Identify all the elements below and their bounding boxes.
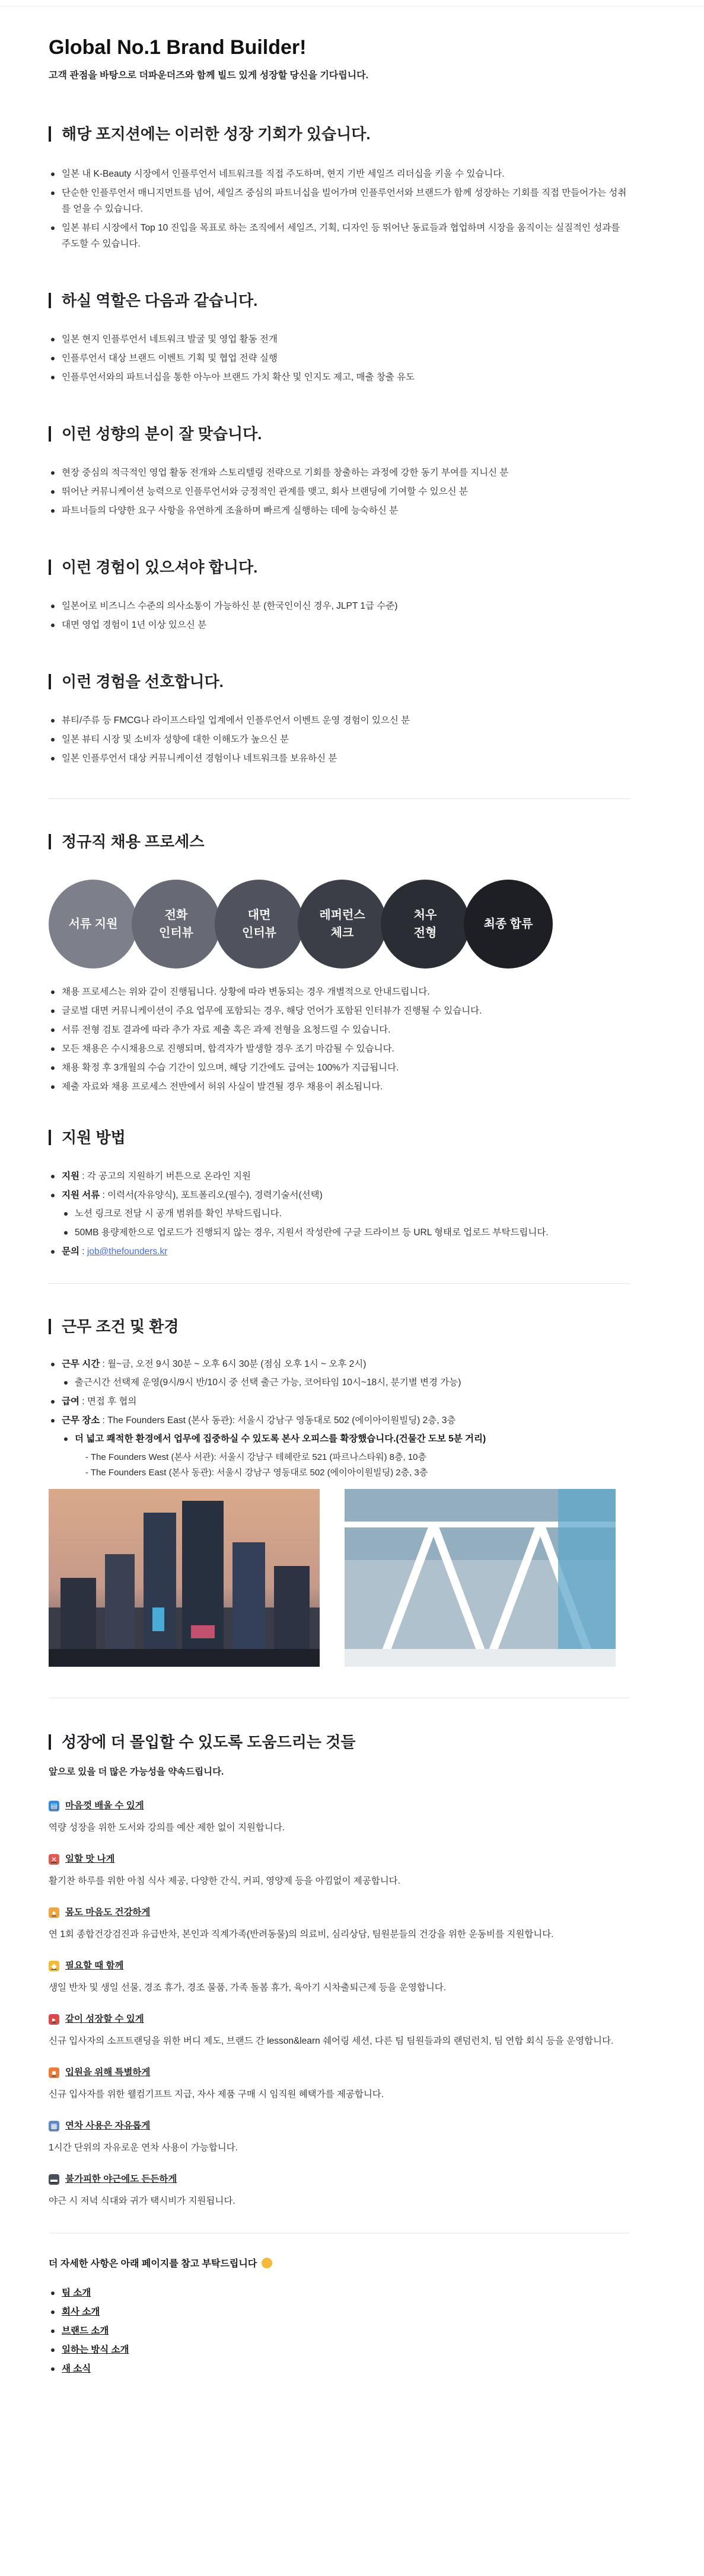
sub-list <box>62 1431 630 1447</box>
step-circle: 서류 지원 <box>49 880 138 969</box>
section-heading: 지원 방법 <box>49 1128 630 1147</box>
section-heading: 성장에 더 몰입할 수 있도록 도움드리는 것들 <box>49 1733 630 1752</box>
sub-item: 더 넓고 쾌적한 환경에서 업무에 집중하실 수 있도록 본사 오피스를 확장했습니다.(건물간 도보 5분 거리) <box>62 1431 630 1447</box>
fit-section <box>49 424 630 519</box>
section-heading: 해당 포지션에는 이러한 성장 기회가 있습니다. <box>49 124 630 143</box>
preferred-section <box>49 672 630 766</box>
job-posting <box>49 36 630 2380</box>
fork-icon: ✕ <box>49 1854 59 1865</box>
more-section <box>49 2256 630 2377</box>
step-circle: 전화 인터뷰 <box>132 880 221 969</box>
taxi-icon: ▬ <box>49 2174 59 2185</box>
list-item <box>49 2342 630 2358</box>
benefits-intro: 앞으로 있을 더 많은 가능성을 약속드립니다. <box>49 1767 224 1777</box>
list-item: 일본 인플루언서 대상 커뮤니케이션 경험이나 네트워크를 보유하신 분 <box>49 750 630 766</box>
benefit-item: ▬ 불가피한 야근에도 든든하게 야근 시 저녁 식대와 귀가 택시비가 지원됩니다. <box>49 2174 235 2206</box>
smile-icon <box>262 2258 272 2268</box>
list-item: 모든 채용은 수시채용으로 진행되며, 합격자가 발생할 경우 조기 마감될 수 있습니다. <box>49 1041 630 1057</box>
section-heading: 이런 경험이 있으셔야 합니다. <box>49 558 630 577</box>
list-item: 문의 : job@thefounders.kr <box>49 1244 630 1260</box>
list-item: 지원 : 각 공고의 지원하기 버튼으로 온라인 지원 <box>49 1168 630 1184</box>
more-links <box>49 2285 630 2377</box>
benefits-section <box>49 1733 630 2209</box>
divider <box>49 1283 630 1284</box>
workstyle-link[interactable]: 일하는 방식 소개 <box>62 2345 129 2355</box>
list-item: 단순한 인플루언서 매니지먼트를 넘어, 세일즈 중심의 파트너십을 빌어가며 인플루언서와 브랜드가 함께 성장하는 기회를 직접 만들어가는 성취를 얻을 수 있습니다. <box>49 185 630 217</box>
page-subtitle: 고객 관점을 바탕으로 더파운더즈와 함께 빌드 있게 성장할 당신을 기다립니다. <box>49 71 369 81</box>
list-item: 근무 장소 : The Founders East (본사 동관): 서울시 강남구 영동대로 502 (에이아이원빌딩) 2층, 3층 더 넓고 쾌적한 환경에서 업무에 집중하실 수 있도록 본사 오피스를 확장했습니다.(건물간 도보 5분 거리) - The Founders West (본사 서관): 서울시 강남구 테헤란로 521 (파르나스타워) 8층, 10층 - The Founders East (본사 동관): 서울시 강남구 영동대로 502 (에이아이원빌딩) 2층, 3층 <box>49 1412 630 1481</box>
step-circle: 처우 전형 <box>381 880 470 969</box>
handshake-icon: ◆ <box>49 1961 59 1971</box>
sub-item: 노션 링크로 전달 시 공개 범위를 확인 부탁드립니다. <box>62 1206 630 1222</box>
news-link[interactable]: 새 소식 <box>62 2364 91 2374</box>
preferred-list <box>49 712 630 766</box>
list-item <box>49 2361 630 2377</box>
list-item: 일본 현지 인플루언서 네트워크 발굴 및 영업 활동 전개 <box>49 331 630 347</box>
list-item: 뛰어난 커뮤니케이션 능력으로 인플루언서와 긍정적인 관계를 맺고, 회사 브랜딩에 기여할 수 있으신 분 <box>49 484 630 500</box>
brand-link[interactable]: 브랜드 소개 <box>62 2326 109 2336</box>
books-icon: ▤ <box>49 1801 59 1811</box>
top-border <box>0 0 704 7</box>
sub-item: 50MB 용량제한으로 업로드가 진행되지 않는 경우, 지원서 작성란에 구글 드라이브 등 URL 형태로 업로드 부탁드립니다. <box>62 1225 630 1241</box>
benefit-item: ● 몸도 마음도 건강하게 연 1회 종합건강검진과 유급반차, 본인과 직계가족(반려동물)의 의료비, 심리상담, 팀원분들의 건강을 위한 운동비를 지원합니다. <box>49 1907 554 1939</box>
list-item: 채용 프로세스는 위와 같이 진행됩니다. 상황에 따라 변동되는 경우 개별적으로 안내드립니다. <box>49 984 630 1000</box>
process-steps <box>49 880 630 969</box>
office-east: - The Founders East (본사 동관): 서울시 강남구 영동대로 502 (에이아이원빌딩) 2층, 3층 <box>85 1468 428 1478</box>
roles-list <box>49 331 630 385</box>
more-title: 더 자세한 사항은 아래 페이지를 참고 부탁드립니다 <box>49 2256 630 2270</box>
benefit-item: ✕ 일할 맛 나게 활기찬 하루를 위한 아침 식사 제공, 다양한 간식, 커피, 영양제 등을 아낌없이 제공합니다. <box>49 1854 400 1886</box>
list-item: 서류 전형 검토 결과에 따라 추가 자료 제출 혹은 과제 전형을 요청드릴 수 있습니다. <box>49 1022 630 1038</box>
list-item: 파트너들의 다양한 요구 사항을 유연하게 조율하며 빠르게 실행하는 데에 능숙하신 분 <box>49 503 630 519</box>
list-item <box>49 2304 630 2320</box>
list-item: 급여 : 면접 후 협의 <box>49 1394 630 1410</box>
flag-icon: ▸ <box>49 2014 59 2025</box>
required-section <box>49 558 630 633</box>
sub-list <box>62 1206 630 1241</box>
list-item: 제출 자료와 채용 프로세스 전반에서 허위 사실이 발견될 경우 채용이 취소됩니다. <box>49 1079 630 1095</box>
list-item: 대면 영업 경험이 1년 이상 있으신 분 <box>49 617 630 633</box>
fit-list <box>49 465 630 519</box>
office-west: - The Founders West (본사 서관): 서울시 강남구 테헤란로 521 (파르나스타워) 8층, 10층 <box>85 1452 426 1462</box>
list-item: 일본 뷰티 시장 및 소비자 성향에 대한 이해도가 높으신 분 <box>49 731 630 747</box>
list-item <box>49 2323 630 2339</box>
list-item <box>49 2285 630 2301</box>
sub-item: 출근시간 선택제 운영(9시/9시 반/10시 중 선택 출근 가능, 코어타임 10시~18시, 분기별 변경 가능) <box>62 1375 630 1391</box>
section-heading: 근무 조건 및 환경 <box>49 1317 630 1336</box>
growth-section <box>49 124 630 252</box>
section-heading: 이런 경험을 선호합니다. <box>49 672 630 691</box>
list-item: 채용 확정 후 3개월의 수습 기간이 있으며, 해당 기간에도 급여는 100%가 지급됩니다. <box>49 1060 630 1076</box>
process-notes <box>49 984 630 1095</box>
step-circle: 대면 인터뷰 <box>215 880 304 969</box>
office-photo-west <box>49 1489 320 1667</box>
list-item: 일본 뷰티 시장에서 Top 10 진입을 목표로 하는 조직에서 세일즈, 기획, 디자인 등 뛰어난 동료들과 협업하며 시장을 움직이는 실질적인 성과를 주도할 수 있습니다. <box>49 220 630 252</box>
process-section <box>49 832 630 1095</box>
muscle-icon: ● <box>49 1907 59 1918</box>
list-item: 글로벌 대면 커뮤니케이션이 주요 업무에 포함되는 경우, 해당 언어가 포함된 인터뷰가 진행될 수 있습니다. <box>49 1003 630 1019</box>
required-list <box>49 598 630 633</box>
office-photos <box>49 1489 630 1667</box>
company-link[interactable]: 회사 소개 <box>62 2307 100 2317</box>
page-title: Global No.1 Brand Builder! <box>49 36 307 59</box>
team-link[interactable]: 팀 소개 <box>62 2288 91 2298</box>
benefit-item: ▦ 연차 사용은 자유롭게 1시간 단위의 자유로운 연차 사용이 가능합니다. <box>49 2121 238 2153</box>
benefit-item: ▤ 마음껏 배울 수 있게 역량 성장을 위한 도서와 강의를 예산 제한 없이 지원합니다. <box>49 1801 285 1833</box>
apply-list <box>49 1168 630 1260</box>
list-item: 인플루언서 대상 브랜드 이벤트 기획 및 협업 전략 실행 <box>49 350 630 366</box>
list-item: 근무 시간 : 월~금, 오전 9시 30분 ~ 오후 6시 30분 (점심 오후 1시 ~ 오후 2시) 출근시간 선택제 운영(9시/9시 반/10시 중 선택 출근 가능, 코어타임 10시~18시, 분기별 변경 가능) <box>49 1356 630 1391</box>
section-heading: 하실 역할은 다음과 같습니다. <box>49 291 630 310</box>
list-item: 지원 서류 : 이력서(자유양식), 포트폴리오(필수), 경력기술서(선택) 노션 링크로 전달 시 공개 범위를 확인 부탁드립니다. 50MB 용량제한으로 업로드가 진행되지 않는 경우, 지원서 작성란에 구글 드라이브 등 URL 형태로 업로드 부탁드립니다. <box>49 1187 630 1241</box>
list-item: 현장 중심의 적극적인 영업 활동 전개와 스토리텔링 전략으로 기회를 창출하는 과정에 강한 동기 부여를 지니신 분 <box>49 465 630 481</box>
benefit-item: ■ 입원을 위해 특별하게 신규 입사자를 위한 웰컴기프트 지급, 자사 제품 구매 시 임직원 혜택가를 제공합니다. <box>49 2067 384 2099</box>
list-item: 일본어로 비즈니스 수준의 의사소통이 가능하신 분 (한국인이신 경우, JLPT 1급 수준) <box>49 598 630 614</box>
calendar-icon: ▦ <box>49 2121 59 2131</box>
section-heading: 정규직 채용 프로세스 <box>49 832 630 851</box>
contact-email-link[interactable]: job@thefounders.kr <box>87 1247 168 1257</box>
list-item: 일본 내 K-Beauty 시장에서 인플루언서 네트워크를 직접 주도하며, 현지 기반 세일즈 리더십을 키울 수 있습니다. <box>49 166 630 182</box>
list-item: 뷰티/주류 등 FMCG나 라이프스타일 업계에서 인플루언서 이벤트 운영 경험이 있으신 분 <box>49 712 630 728</box>
apply-section <box>49 1128 630 1260</box>
conditions-section <box>49 1317 630 1667</box>
roles-section <box>49 291 630 385</box>
section-heading: 이런 성향의 분이 잘 맞습니다. <box>49 424 630 443</box>
step-circle: 레퍼런스 체크 <box>298 880 387 969</box>
gift-icon: ■ <box>49 2067 59 2078</box>
divider <box>49 798 630 799</box>
growth-list <box>49 166 630 252</box>
benefit-item: ▸ 같이 성장할 수 있게 신규 입사자의 소프트랜딩을 위한 버디 제도, 브랜드 간 lesson&learn 쉐어링 세션, 다른 팀 팀원들과의 랜덤런치, 팀 연합 회식 등을 운영합니다. <box>49 2014 614 2046</box>
conditions-list <box>49 1356 630 1481</box>
list-item: 인플루언서와의 파트너십을 통한 아누아 브랜드 가치 확산 및 인지도 제고, 매출 창출 유도 <box>49 369 630 385</box>
benefit-item: ◆ 필요할 때 함께 생일 반차 및 생일 선물, 경조 휴가, 경조 물품, 가족 돌봄 휴가, 육아기 시차출퇴근제 등을 운영합니다. <box>49 1961 447 1993</box>
step-circle: 최종 합류 <box>464 880 553 969</box>
office-photo-east <box>345 1489 616 1667</box>
sub-list <box>62 1375 630 1391</box>
